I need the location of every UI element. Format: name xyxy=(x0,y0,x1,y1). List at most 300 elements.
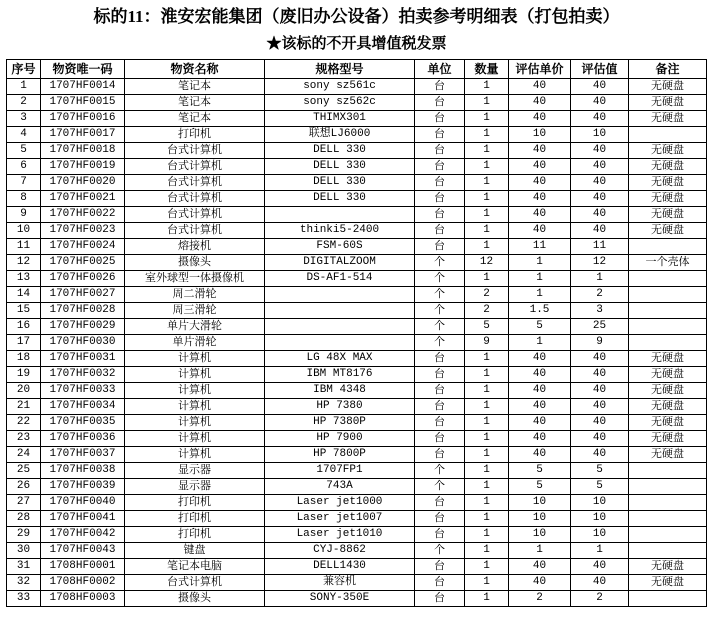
cell-code: 1707HF0038 xyxy=(41,463,125,479)
cell-remark: 无硬盘 xyxy=(629,367,707,383)
cell-name: 计算机 xyxy=(125,415,265,431)
cell-name: 台式计算机 xyxy=(125,207,265,223)
table-row xyxy=(7,143,707,159)
cell-seq: 14 xyxy=(7,287,41,303)
cell-seq: 11 xyxy=(7,239,41,255)
table-row xyxy=(7,543,707,559)
table-row xyxy=(7,239,707,255)
cell-value: 40 xyxy=(571,399,629,415)
cell-name: 台式计算机 xyxy=(125,223,265,239)
cell-unit: 个 xyxy=(415,319,465,335)
cell-name: 台式计算机 xyxy=(125,175,265,191)
table-row xyxy=(7,351,707,367)
cell-model: FSM-60S xyxy=(265,239,415,255)
cell-price: 40 xyxy=(509,383,571,399)
cell-remark xyxy=(629,303,707,319)
cell-unit: 个 xyxy=(415,287,465,303)
table-row xyxy=(7,271,707,287)
cell-name: 室外球型一体摄像机 xyxy=(125,271,265,287)
cell-qty: 1 xyxy=(465,399,509,415)
cell-model: DELL1430 xyxy=(265,559,415,575)
cell-code: 1708HF0003 xyxy=(41,591,125,607)
table-row xyxy=(7,431,707,447)
cell-name: 台式计算机 xyxy=(125,143,265,159)
table-row xyxy=(7,319,707,335)
cell-price: 5 xyxy=(509,479,571,495)
cell-value: 2 xyxy=(571,287,629,303)
cell-qty: 1 xyxy=(465,415,509,431)
table-row xyxy=(7,575,707,591)
cell-unit: 台 xyxy=(415,143,465,159)
cell-code: 1707HF0022 xyxy=(41,207,125,223)
cell-qty: 12 xyxy=(465,255,509,271)
cell-remark: 一个壳体 xyxy=(629,255,707,271)
cell-price: 40 xyxy=(509,79,571,95)
cell-name: 键盘 xyxy=(125,543,265,559)
cell-qty: 1 xyxy=(465,175,509,191)
cell-seq: 18 xyxy=(7,351,41,367)
cell-qty: 1 xyxy=(465,239,509,255)
cell-code: 1707HF0033 xyxy=(41,383,125,399)
cell-model: DIGITALZOOM xyxy=(265,255,415,271)
cell-remark xyxy=(629,335,707,351)
table-row xyxy=(7,191,707,207)
cell-qty: 1 xyxy=(465,495,509,511)
cell-name: 计算机 xyxy=(125,431,265,447)
cell-price: 40 xyxy=(509,191,571,207)
cell-value: 40 xyxy=(571,575,629,591)
cell-code: 1707HF0017 xyxy=(41,127,125,143)
cell-price: 11 xyxy=(509,239,571,255)
cell-value: 5 xyxy=(571,479,629,495)
cell-value: 11 xyxy=(571,239,629,255)
cell-code: 1707HF0040 xyxy=(41,495,125,511)
cell-price: 1 xyxy=(509,271,571,287)
cell-remark: 无硬盘 xyxy=(629,111,707,127)
cell-remark: 无硬盘 xyxy=(629,447,707,463)
table-row xyxy=(7,127,707,143)
cell-name: 计算机 xyxy=(125,399,265,415)
cell-seq: 30 xyxy=(7,543,41,559)
table-row xyxy=(7,95,707,111)
cell-unit: 台 xyxy=(415,191,465,207)
cell-name: 计算机 xyxy=(125,351,265,367)
cell-seq: 31 xyxy=(7,559,41,575)
cell-unit: 台 xyxy=(415,367,465,383)
cell-name: 台式计算机 xyxy=(125,191,265,207)
cell-seq: 21 xyxy=(7,399,41,415)
cell-unit: 个 xyxy=(415,303,465,319)
cell-value: 10 xyxy=(571,495,629,511)
cell-qty: 1 xyxy=(465,79,509,95)
table-row xyxy=(7,591,707,607)
cell-model: 兼容机 xyxy=(265,575,415,591)
cell-remark: 无硬盘 xyxy=(629,223,707,239)
cell-seq: 23 xyxy=(7,431,41,447)
table-row xyxy=(7,223,707,239)
cell-model: DELL 330 xyxy=(265,159,415,175)
cell-qty: 1 xyxy=(465,367,509,383)
cell-code: 1707HF0031 xyxy=(41,351,125,367)
cell-price: 40 xyxy=(509,351,571,367)
cell-seq: 20 xyxy=(7,383,41,399)
cell-model: Laser jet1007 xyxy=(265,511,415,527)
cell-seq: 3 xyxy=(7,111,41,127)
cell-qty: 1 xyxy=(465,559,509,575)
cell-value: 40 xyxy=(571,559,629,575)
cell-code: 1707HF0041 xyxy=(41,511,125,527)
cell-seq: 28 xyxy=(7,511,41,527)
cell-seq: 1 xyxy=(7,79,41,95)
cell-model: sony sz562c xyxy=(265,95,415,111)
cell-remark: 无硬盘 xyxy=(629,143,707,159)
table-row xyxy=(7,111,707,127)
cell-name: 笔记本 xyxy=(125,111,265,127)
cell-remark xyxy=(629,287,707,303)
cell-remark: 无硬盘 xyxy=(629,415,707,431)
cell-name: 单片滑轮 xyxy=(125,335,265,351)
cell-qty: 1 xyxy=(465,431,509,447)
cell-name: 笔记本电脑 xyxy=(125,559,265,575)
cell-value: 40 xyxy=(571,95,629,111)
cell-seq: 29 xyxy=(7,527,41,543)
cell-code: 1707HF0014 xyxy=(41,79,125,95)
cell-qty: 1 xyxy=(465,527,509,543)
cell-remark: 无硬盘 xyxy=(629,383,707,399)
cell-price: 40 xyxy=(509,159,571,175)
cell-unit: 台 xyxy=(415,591,465,607)
table-body xyxy=(7,79,707,607)
cell-price: 40 xyxy=(509,559,571,575)
cell-model: DS-AF1-514 xyxy=(265,271,415,287)
cell-remark: 无硬盘 xyxy=(629,431,707,447)
cell-price: 40 xyxy=(509,111,571,127)
cell-remark xyxy=(629,239,707,255)
cell-code: 1707HF0024 xyxy=(41,239,125,255)
cell-model: Laser jet1010 xyxy=(265,527,415,543)
cell-qty: 1 xyxy=(465,95,509,111)
cell-name: 计算机 xyxy=(125,447,265,463)
cell-value: 1 xyxy=(571,271,629,287)
cell-value: 40 xyxy=(571,143,629,159)
cell-unit: 个 xyxy=(415,255,465,271)
cell-qty: 1 xyxy=(465,191,509,207)
cell-unit: 台 xyxy=(415,383,465,399)
cell-name: 周三滑轮 xyxy=(125,303,265,319)
cell-name: 打印机 xyxy=(125,511,265,527)
table-row xyxy=(7,335,707,351)
cell-remark: 无硬盘 xyxy=(629,191,707,207)
cell-remark: 无硬盘 xyxy=(629,559,707,575)
cell-remark xyxy=(629,511,707,527)
cell-seq: 24 xyxy=(7,447,41,463)
cell-value: 10 xyxy=(571,511,629,527)
cell-model: THIMX301 xyxy=(265,111,415,127)
cell-seq: 13 xyxy=(7,271,41,287)
cell-value: 40 xyxy=(571,351,629,367)
cell-remark: 无硬盘 xyxy=(629,159,707,175)
cell-value: 40 xyxy=(571,367,629,383)
cell-seq: 26 xyxy=(7,479,41,495)
cell-model: DELL 330 xyxy=(265,175,415,191)
cell-code: 1708HF0001 xyxy=(41,559,125,575)
column-header-remark: 备注 xyxy=(629,60,707,79)
cell-model: sony sz561c xyxy=(265,79,415,95)
table-row xyxy=(7,255,707,271)
cell-model: CYJ-8862 xyxy=(265,543,415,559)
cell-unit: 台 xyxy=(415,575,465,591)
cell-name: 显示器 xyxy=(125,463,265,479)
cell-price: 40 xyxy=(509,175,571,191)
table-row xyxy=(7,303,707,319)
cell-price: 40 xyxy=(509,431,571,447)
cell-name: 打印机 xyxy=(125,495,265,511)
cell-value: 3 xyxy=(571,303,629,319)
table-row xyxy=(7,175,707,191)
cell-name: 周二滑轮 xyxy=(125,287,265,303)
cell-code: 1707HF0042 xyxy=(41,527,125,543)
cell-price: 40 xyxy=(509,415,571,431)
cell-qty: 1 xyxy=(465,159,509,175)
cell-value: 10 xyxy=(571,127,629,143)
cell-seq: 7 xyxy=(7,175,41,191)
cell-name: 摄像头 xyxy=(125,255,265,271)
table-header-row xyxy=(7,60,707,79)
column-header-name: 物资名称 xyxy=(125,60,265,79)
cell-code: 1707HF0027 xyxy=(41,287,125,303)
cell-model: HP 7900 xyxy=(265,431,415,447)
cell-value: 10 xyxy=(571,527,629,543)
cell-unit: 台 xyxy=(415,495,465,511)
cell-code: 1707HF0015 xyxy=(41,95,125,111)
cell-qty: 1 xyxy=(465,207,509,223)
cell-price: 1 xyxy=(509,255,571,271)
cell-unit: 台 xyxy=(415,447,465,463)
cell-code: 1707HF0018 xyxy=(41,143,125,159)
cell-qty: 9 xyxy=(465,335,509,351)
cell-model: HP 7380P xyxy=(265,415,415,431)
cell-qty: 1 xyxy=(465,127,509,143)
cell-model: 743A xyxy=(265,479,415,495)
cell-value: 2 xyxy=(571,591,629,607)
cell-unit: 个 xyxy=(415,335,465,351)
cell-qty: 2 xyxy=(465,303,509,319)
table-row xyxy=(7,159,707,175)
cell-price: 5 xyxy=(509,463,571,479)
cell-name: 计算机 xyxy=(125,383,265,399)
cell-unit: 台 xyxy=(415,111,465,127)
cell-unit: 台 xyxy=(415,431,465,447)
table-row xyxy=(7,495,707,511)
cell-unit: 台 xyxy=(415,207,465,223)
cell-name: 笔记本 xyxy=(125,79,265,95)
cell-price: 40 xyxy=(509,143,571,159)
cell-unit: 台 xyxy=(415,239,465,255)
cell-qty: 1 xyxy=(465,575,509,591)
cell-model: IBM 4348 xyxy=(265,383,415,399)
cell-seq: 4 xyxy=(7,127,41,143)
cell-price: 40 xyxy=(509,447,571,463)
cell-seq: 22 xyxy=(7,415,41,431)
cell-value: 40 xyxy=(571,175,629,191)
cell-price: 1 xyxy=(509,287,571,303)
cell-price: 10 xyxy=(509,495,571,511)
cell-value: 40 xyxy=(571,431,629,447)
cell-unit: 台 xyxy=(415,95,465,111)
table-row xyxy=(7,447,707,463)
cell-seq: 33 xyxy=(7,591,41,607)
cell-qty: 1 xyxy=(465,591,509,607)
cell-remark: 无硬盘 xyxy=(629,207,707,223)
table-row xyxy=(7,479,707,495)
cell-unit: 个 xyxy=(415,543,465,559)
cell-remark xyxy=(629,271,707,287)
cell-value: 40 xyxy=(571,383,629,399)
cell-unit: 个 xyxy=(415,271,465,287)
cell-seq: 8 xyxy=(7,191,41,207)
column-header-model: 规格型号 xyxy=(265,60,415,79)
column-header-code: 物资唯一码 xyxy=(41,60,125,79)
cell-code: 1707HF0030 xyxy=(41,335,125,351)
page-title: 标的11：淮安宏能集团（废旧办公设备）拍卖参考明细表（打包拍卖） xyxy=(93,7,620,26)
cell-price: 1 xyxy=(509,335,571,351)
cell-name: 打印机 xyxy=(125,127,265,143)
cell-model: DELL 330 xyxy=(265,143,415,159)
cell-code: 1708HF0002 xyxy=(41,575,125,591)
cell-seq: 9 xyxy=(7,207,41,223)
table-row xyxy=(7,463,707,479)
cell-remark xyxy=(629,479,707,495)
cell-unit: 台 xyxy=(415,159,465,175)
cell-unit: 台 xyxy=(415,127,465,143)
column-header-qty: 数量 xyxy=(465,60,509,79)
cell-price: 1.5 xyxy=(509,303,571,319)
cell-name: 计算机 xyxy=(125,367,265,383)
cell-seq: 19 xyxy=(7,367,41,383)
cell-model: HP 7800P xyxy=(265,447,415,463)
cell-price: 10 xyxy=(509,127,571,143)
cell-remark xyxy=(629,495,707,511)
cell-unit: 台 xyxy=(415,79,465,95)
cell-code: 1707HF0021 xyxy=(41,191,125,207)
cell-remark: 无硬盘 xyxy=(629,351,707,367)
cell-remark: 无硬盘 xyxy=(629,175,707,191)
cell-price: 1 xyxy=(509,543,571,559)
cell-name: 打印机 xyxy=(125,527,265,543)
cell-seq: 17 xyxy=(7,335,41,351)
cell-unit: 台 xyxy=(415,415,465,431)
cell-model: thinki5-2400 xyxy=(265,223,415,239)
cell-value: 9 xyxy=(571,335,629,351)
cell-remark xyxy=(629,319,707,335)
cell-code: 1707HF0025 xyxy=(41,255,125,271)
column-header-price: 评估单价 xyxy=(509,60,571,79)
cell-qty: 2 xyxy=(465,287,509,303)
cell-code: 1707HF0020 xyxy=(41,175,125,191)
cell-model xyxy=(265,319,415,335)
cell-code: 1707HF0016 xyxy=(41,111,125,127)
cell-model: 1707FP1 xyxy=(265,463,415,479)
cell-price: 5 xyxy=(509,319,571,335)
cell-price: 40 xyxy=(509,575,571,591)
cell-name: 台式计算机 xyxy=(125,159,265,175)
cell-unit: 台 xyxy=(415,175,465,191)
table-row xyxy=(7,399,707,415)
cell-price: 10 xyxy=(509,527,571,543)
cell-remark xyxy=(629,127,707,143)
cell-remark xyxy=(629,463,707,479)
cell-model: SONY-350E xyxy=(265,591,415,607)
cell-price: 10 xyxy=(509,511,571,527)
cell-price: 40 xyxy=(509,399,571,415)
cell-model xyxy=(265,287,415,303)
cell-remark: 无硬盘 xyxy=(629,399,707,415)
cell-code: 1707HF0034 xyxy=(41,399,125,415)
cell-name: 摄像头 xyxy=(125,591,265,607)
cell-qty: 1 xyxy=(465,143,509,159)
cell-price: 40 xyxy=(509,367,571,383)
cell-seq: 5 xyxy=(7,143,41,159)
cell-price: 2 xyxy=(509,591,571,607)
cell-value: 40 xyxy=(571,207,629,223)
cell-name: 台式计算机 xyxy=(125,575,265,591)
cell-value: 40 xyxy=(571,159,629,175)
cell-name: 单片大滑轮 xyxy=(125,319,265,335)
column-header-unit: 单位 xyxy=(415,60,465,79)
table-row xyxy=(7,79,707,95)
cell-seq: 2 xyxy=(7,95,41,111)
cell-remark: 无硬盘 xyxy=(629,79,707,95)
cell-unit: 台 xyxy=(415,559,465,575)
cell-model: LG 48X MAX xyxy=(265,351,415,367)
cell-unit: 台 xyxy=(415,399,465,415)
cell-value: 40 xyxy=(571,111,629,127)
table-row xyxy=(7,207,707,223)
cell-model xyxy=(265,207,415,223)
table-row xyxy=(7,559,707,575)
cell-code: 1707HF0036 xyxy=(41,431,125,447)
cell-price: 40 xyxy=(509,223,571,239)
cell-remark xyxy=(629,527,707,543)
cell-seq: 12 xyxy=(7,255,41,271)
page-subtitle: ★该标的不开具增值税发票 xyxy=(266,36,447,52)
cell-seq: 27 xyxy=(7,495,41,511)
cell-name: 熔接机 xyxy=(125,239,265,255)
table-row xyxy=(7,511,707,527)
cell-price: 40 xyxy=(509,207,571,223)
cell-qty: 5 xyxy=(465,319,509,335)
cell-qty: 1 xyxy=(465,511,509,527)
table-row xyxy=(7,287,707,303)
cell-qty: 1 xyxy=(465,271,509,287)
cell-name: 笔记本 xyxy=(125,95,265,111)
cell-unit: 台 xyxy=(415,511,465,527)
cell-seq: 15 xyxy=(7,303,41,319)
cell-value: 25 xyxy=(571,319,629,335)
cell-qty: 1 xyxy=(465,351,509,367)
cell-qty: 1 xyxy=(465,463,509,479)
table-row xyxy=(7,367,707,383)
table-row xyxy=(7,527,707,543)
cell-remark: 无硬盘 xyxy=(629,95,707,111)
cell-remark: 无硬盘 xyxy=(629,575,707,591)
cell-unit: 个 xyxy=(415,463,465,479)
cell-qty: 1 xyxy=(465,543,509,559)
cell-code: 1707HF0037 xyxy=(41,447,125,463)
cell-code: 1707HF0043 xyxy=(41,543,125,559)
cell-code: 1707HF0026 xyxy=(41,271,125,287)
cell-code: 1707HF0035 xyxy=(41,415,125,431)
